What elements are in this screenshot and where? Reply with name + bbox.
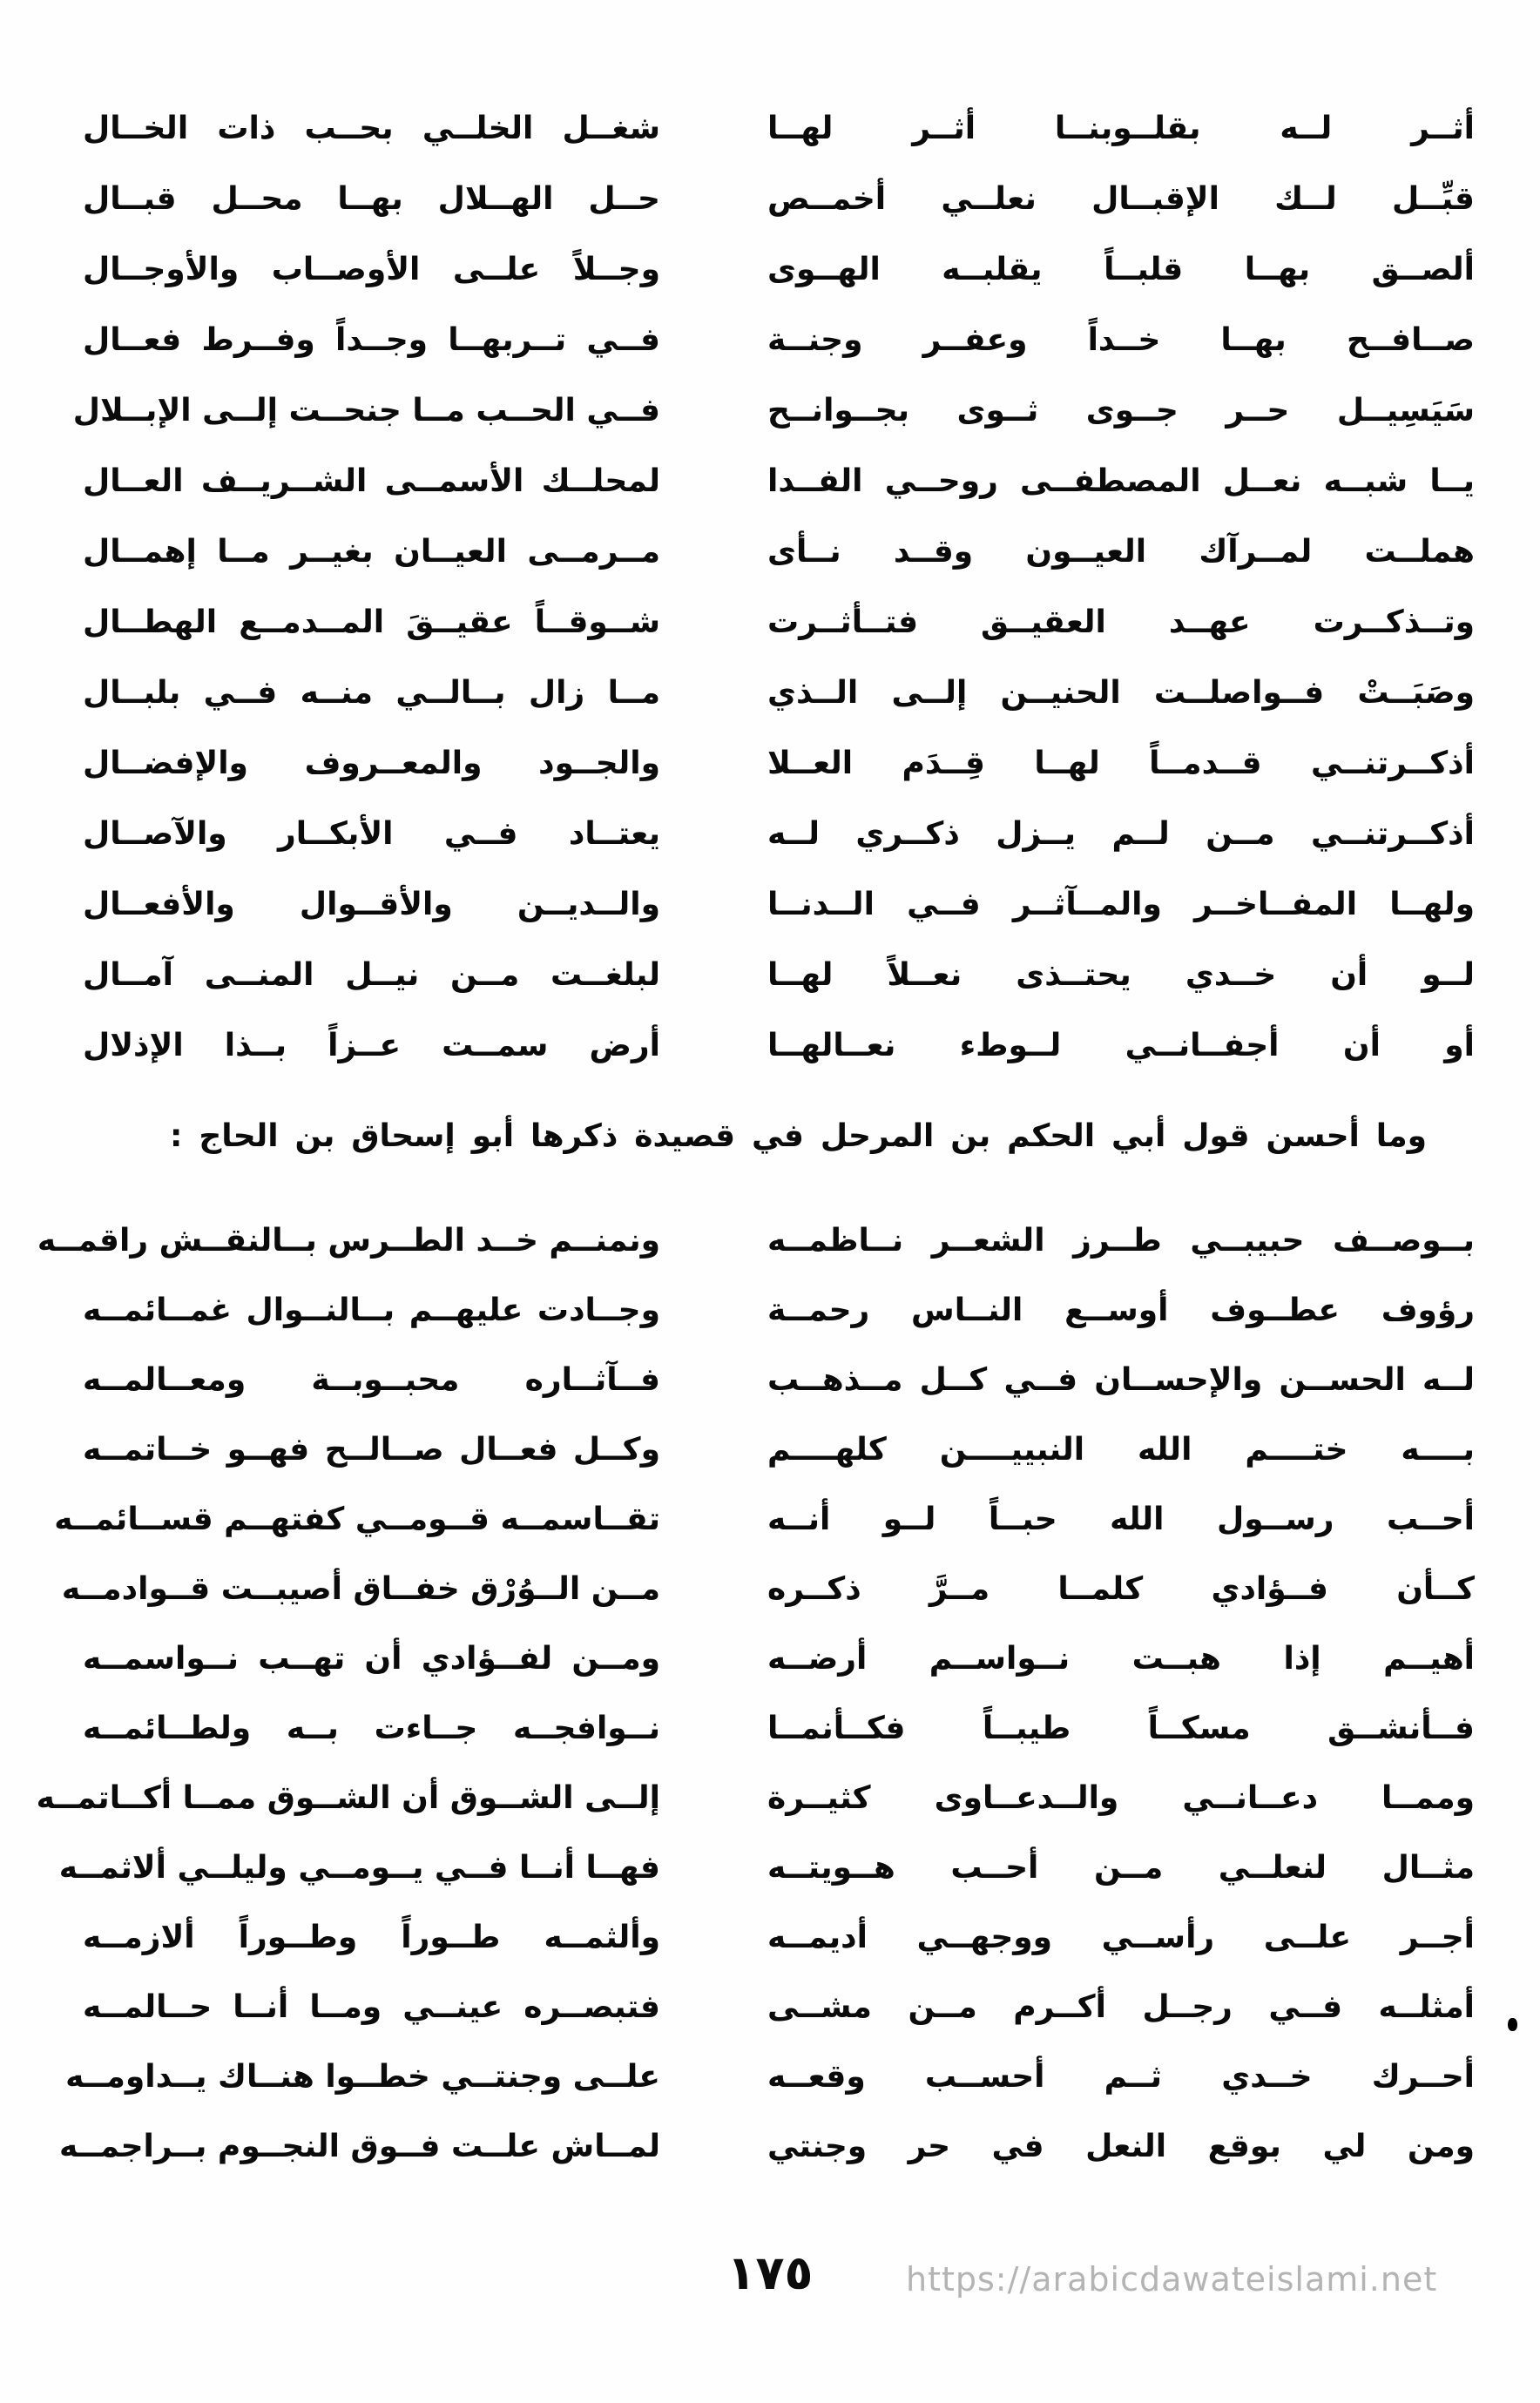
hemistich-second: فهــا أنــا فــي يــومــي وليلــي ألاثمــه — [58, 1850, 660, 1887]
hemistich-first: هملــت لمــرآك العيــون وقــد نــأى — [767, 533, 1475, 570]
prose-intro-text: وما أحسن قول أبي الحكم بن المرحل في قصيدة ذكرها أبو إسحاق بن الحاج : — [170, 1118, 1427, 1154]
hemistich-second: لبلغــت مــن نيــل المنــى آمــال — [83, 956, 660, 993]
hemistich-first: وصَبَــتْ فــواصلــت الحنيــن إلــى الــذي — [767, 674, 1475, 711]
hemistich-second: والــديــن والأقــوال والأفعــال — [83, 886, 660, 922]
hemistich-second: نــوافجــه جــاءت بــه ولطــائمــه — [83, 1711, 660, 1747]
verse-line — [83, 940, 1475, 1010]
hemistich-second: مــن الــوُرْق خفــاق أصيبــت قــوادمــه — [61, 1571, 660, 1608]
hemistich-second: فــي الحــب مــا جنحــت إلــى الإبــلال — [72, 392, 660, 429]
poem-sandal-ode — [72, 93, 1475, 1081]
verse-line — [83, 1276, 1475, 1346]
verse-line — [83, 1010, 1475, 1081]
verse-line — [83, 516, 1475, 587]
hemistich-second: فــي تــربهــا وجــداً وفــرط فعــال — [83, 321, 660, 358]
hemistich-first: أذكــرتنــي قــدمــاً لهــا قِــدَم العــلا — [767, 745, 1475, 781]
verse-line — [83, 164, 1475, 234]
hemistich-second: وألثمــه طــوراً وطــوراً ألازمــه — [83, 1920, 660, 1956]
hemistich-second: وجــلاً علــى الأوصــاب والأوجــال — [83, 251, 660, 287]
hemistich-first: أو أن أجفــانــي لــوطء نعــالهــا — [767, 1027, 1475, 1063]
verse-line — [83, 728, 1475, 799]
hemistich-first: أحــرك خــدي ثــم أحســب وقعــه — [767, 2059, 1475, 2096]
prose-intro — [170, 1117, 1427, 1155]
hemistich-second: والجــود والمعــروف والإفضــال — [83, 745, 660, 781]
verse-line — [83, 1346, 1475, 1415]
verse-line — [83, 1973, 1475, 2042]
hemistich-first: أحــب رســول الله حبــاً لــو أنــه — [767, 1502, 1475, 1538]
hemistich-first: وممــا دعــانــي والــدعــاوى كثيــرة — [767, 1780, 1475, 1817]
hemistich-second: يعتــاد فــي الأبكــار والآصــال — [83, 815, 660, 852]
verse-line — [54, 1485, 1475, 1555]
verse-line — [83, 446, 1475, 516]
hemistich-first: رؤوف عطــوف أوســع النــاس رحمــة — [767, 1293, 1475, 1329]
hemistich-first: كــأن فــؤادي كلمــا مــرَّ ذكــره — [767, 1571, 1475, 1608]
verse-line — [83, 305, 1475, 375]
hemistich-first: ومن لي بوقع النعل في حر وجنتي — [767, 2129, 1475, 2165]
hemistich-second: حــل الهــلال بهــا محــل قبــال — [83, 180, 660, 217]
hemistich-second: لمحلــك الأسمــى الشــريــف العــال — [83, 462, 660, 499]
verse-line — [83, 1903, 1475, 1973]
hemistich-first: صــافــح بهــا خــداً وعفــر وجنــة — [767, 321, 1475, 358]
hemistich-second: مــرمــى العيــان بغيــر مــا إهمــال — [83, 533, 660, 570]
hemistich-second: أرض سمــت عــزاً بــذا الإذلال — [83, 1027, 660, 1063]
hemistich-second: شــوقــاً عقيــقَ المــدمــع الهطــال — [83, 604, 660, 640]
hemistich-first: يــا شبــه نعــل المصطفــى روحــي الفــدا — [767, 462, 1475, 499]
hemistich-second: ومــن لفــؤادي أن تهــب نــواسمــه — [83, 1641, 660, 1677]
verse-line — [72, 375, 1475, 446]
hemistich-first: أمثلــه فــي رجــل أكــرم مــن مشــى — [767, 1989, 1475, 2026]
hemistich-second: علــى وجنتــي خطــوا هنــاك يــداومــه — [65, 2059, 660, 2096]
hemistich-first: أجــر علــى رأســي ووجهــي أديمــه — [767, 1920, 1475, 1956]
verse-line — [83, 587, 1475, 658]
poem-ibn-al-murahhal — [36, 1206, 1475, 2182]
hemistich-first: أهيــم إذا هبــت نــواســم أرضــه — [767, 1641, 1475, 1677]
hemistich-second: وجــادت عليهــم بــالنــوال غمــائمــه — [83, 1293, 660, 1329]
verse-line — [83, 799, 1475, 869]
hemistich-second: شغــل الخلــي بحــب ذات الخــال — [83, 110, 660, 146]
hemistich-first: سَيَسِيــل حــر جــوى ثــوى بجــوانــح — [767, 392, 1475, 429]
verse-line — [83, 93, 1475, 164]
verse-line — [36, 1764, 1475, 1833]
verse-line — [59, 2112, 1475, 2182]
hemistich-first: بــوصــف حبيبــي طــرز الشعــر نــاظمــه — [767, 1223, 1475, 1259]
hemistich-first: قبِّــل لــك الإقبــال نعلــي أخمــص — [767, 180, 1475, 217]
hemistich-second: فتبصــره عينــي ومــا أنــا حــالمــه — [83, 1989, 660, 2026]
hemistich-first: ألصــق بهــا قلبــاً يقلبــه الهــوى — [767, 251, 1475, 287]
hemistich-first: لــو أن خــدي يحتــذى نعــلاً لهــا — [767, 956, 1475, 993]
hemistich-second: ونمنــم خــد الطــرس بــالنقــش راقمــه — [37, 1223, 660, 1259]
hemistich-second: تقــاسمــه قــومــي كفتهــم قســائمــه — [54, 1502, 660, 1538]
hemistich-first: وتــذكــرت عهــد العقيــق فتــأثــرت — [767, 604, 1475, 640]
hemistich-second: إلــى الشــوق أن الشــوق ممــا أكــاتمــه — [36, 1780, 660, 1817]
verse-line — [83, 1415, 1475, 1485]
hemistich-second: فــآثــاره محبــوبــة ومعــالمــه — [83, 1362, 660, 1399]
hemistich-second: مــا زال بــالــي منــه فــي بلبــال — [83, 674, 660, 711]
hemistich-first: أذكــرتنــي مــن لــم يــزل ذكــري لــه — [767, 815, 1475, 852]
scan-speck — [1508, 2018, 1517, 2031]
hemistich-first: فــأنشــق مسكــاً طيبــاً فكــأنمــا — [767, 1711, 1475, 1747]
hemistich-first: مثــال لنعلــي مــن أحــب هــويتــه — [767, 1850, 1475, 1887]
verse-line — [83, 234, 1475, 305]
hemistich-first: بــــه ختــــم الله النبييــــن كلهــــم — [767, 1432, 1475, 1468]
hemistich-first: أثــر لــه بقلــوبنــا أثــر لهــا — [767, 110, 1475, 146]
watermark-url: https://arabicdawateislami.net — [906, 2260, 1438, 2298]
hemistich-second: لمــاش علــت فــوق النجــوم بــراجمــه — [59, 2129, 660, 2165]
verse-line — [37, 1206, 1475, 1276]
verse-line — [61, 1555, 1475, 1624]
verse-line — [58, 1833, 1475, 1903]
hemistich-second: وكــل فعــال صــالــح فهــو خــاتمــه — [83, 1432, 660, 1468]
hemistich-first: ولهــا المفــاخــر والمــآثــر فــي الــدنــا — [767, 886, 1475, 922]
verse-line — [83, 1624, 1475, 1694]
verse-line — [83, 1694, 1475, 1764]
page-number: ١٧٥ — [726, 2245, 814, 2300]
verse-line — [83, 658, 1475, 728]
verse-line — [65, 2042, 1475, 2112]
verse-line — [83, 869, 1475, 940]
hemistich-first: لــه الحســن والإحســان فــي كــل مــذهــب — [767, 1362, 1475, 1399]
